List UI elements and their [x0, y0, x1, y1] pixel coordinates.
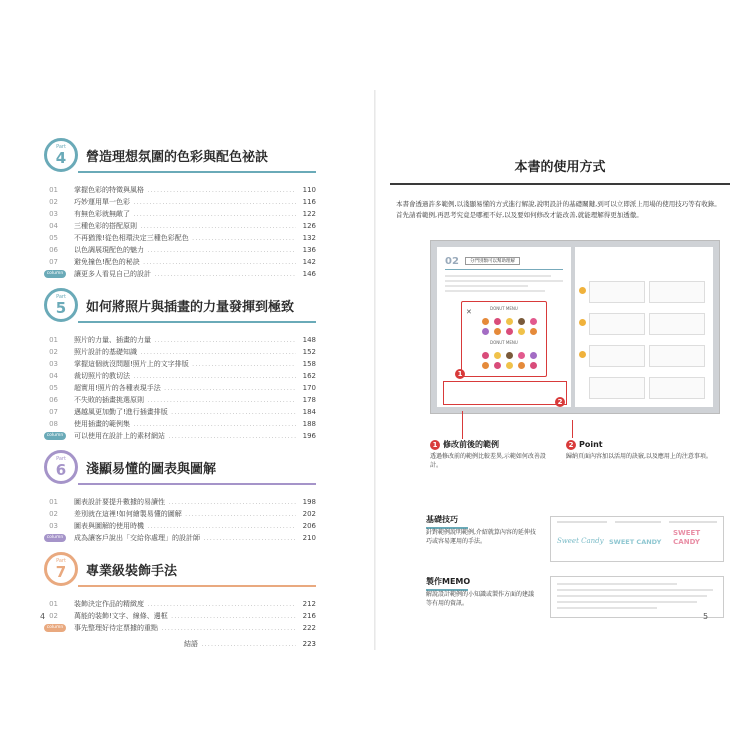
page-number-left: 4 — [40, 612, 46, 621]
toc-entry[interactable] — [44, 196, 316, 208]
entry-title: 使用插畫的範例集 ..... — [74, 418, 296, 430]
connector-line — [558, 420, 573, 438]
toc-part — [44, 288, 316, 442]
donut-dot — [530, 328, 537, 335]
entry-number: 03 — [49, 210, 58, 218]
donut-dot — [530, 318, 537, 325]
entry-page: 116 — [298, 196, 316, 208]
entry-title: 掌握色彩的特徵與風格 ..... — [74, 184, 296, 196]
closing-page: 223 — [298, 638, 316, 650]
entry-number: 04 — [49, 222, 58, 230]
toc-entry[interactable] — [44, 508, 316, 520]
entry-title: 掌握這個就沒問題!照片上的文字排版 ..... — [74, 358, 296, 370]
close-icon: ✕ — [466, 308, 472, 316]
entry-page: 222 — [298, 622, 316, 634]
toc-entry[interactable] — [44, 406, 316, 418]
closing-title: 結語 ..... — [184, 638, 296, 650]
entry-title: 以色調展現配色的魅力 ..... — [74, 244, 296, 256]
toc-closing[interactable] — [44, 638, 316, 650]
entry-title: 裁切照片的教切法 ..... — [74, 370, 296, 382]
entry-number: 02 — [49, 510, 58, 518]
toc-entry[interactable] — [44, 382, 316, 394]
part-badge: Part 5 — [44, 288, 78, 322]
entry-page: 142 — [298, 256, 316, 268]
entry-number: 01 — [49, 186, 58, 194]
toc-entry[interactable] — [44, 256, 316, 268]
candy-stacked-text: SWEET CANDY — [673, 529, 701, 546]
toc-entry[interactable] — [44, 622, 316, 634]
entry-title: 照片的力量、插畫的力量 ..... — [74, 334, 296, 346]
entry-page: 148 — [298, 334, 316, 346]
page-number-right: 5 — [703, 612, 709, 621]
entry-page: 212 — [298, 598, 316, 610]
part-rule — [78, 171, 316, 173]
part-header — [44, 288, 316, 334]
entry-title: 邁越風更加勤了!進行插畫排版 ..... — [74, 406, 296, 418]
donut-dot — [494, 328, 501, 335]
part-badge: Part 4 — [44, 138, 78, 172]
entry-title: 照片設計的基礎知識 ..... — [74, 346, 296, 358]
entry-page: 202 — [298, 508, 316, 520]
page-title: 本書的使用方式 — [514, 160, 606, 175]
donut-dot — [518, 352, 525, 359]
entry-title: 事先整理好待定票據的重點 ..... — [74, 622, 296, 634]
part-badge: Part 6 — [44, 450, 78, 484]
entry-page: 196 — [298, 430, 316, 442]
toc-entry[interactable] — [44, 358, 316, 370]
entry-number: 07 — [49, 258, 58, 266]
entry-title: 成為讓客戶說出「交給你處理」的設計師 ..... — [74, 532, 296, 544]
sample-left-page — [437, 247, 571, 407]
toc-entry[interactable] — [44, 232, 316, 244]
donut-dot — [518, 362, 525, 369]
donut-dot — [482, 318, 489, 325]
entry-title: 装飾決定作品的精緻度 ..... — [74, 598, 296, 610]
donut-dot — [518, 328, 525, 335]
section-memo-text: 解說設計範例的小知識或製作方面的建議等有用的資訊。 — [426, 591, 535, 607]
entry-number: 03 — [49, 360, 58, 368]
donut-dot — [482, 362, 489, 369]
donut-dot — [506, 362, 513, 369]
section-basic-tips: 基礎技巧 — [426, 514, 468, 529]
entry-number: 04 — [49, 372, 58, 380]
part-title: 淺顯易懂的圖表與圖解 — [86, 462, 217, 477]
part-title: 營造理想氛圍的色彩與配色祕訣 — [86, 150, 269, 165]
entry-number: 01 — [49, 336, 58, 344]
entry-page: 158 — [298, 358, 316, 370]
part-header — [44, 450, 316, 496]
part-header — [44, 138, 316, 184]
toc-part — [44, 138, 316, 280]
donut-dot — [494, 362, 501, 369]
toc-entry[interactable] — [44, 370, 316, 382]
donut-dot — [518, 318, 525, 325]
toc-entry[interactable] — [44, 418, 316, 430]
toc-entry[interactable] — [44, 334, 316, 346]
book-gutter — [374, 90, 376, 650]
sample-donut-menu — [461, 301, 547, 377]
sample-text-lines — [445, 275, 563, 295]
toc-entry[interactable] — [44, 610, 316, 622]
donut-menu-label: DONUT MENU — [490, 306, 518, 311]
candy-caps-text: SWEET CANDY — [609, 538, 662, 546]
entry-page: 206 — [298, 520, 316, 532]
column-tag: column — [44, 432, 66, 440]
entry-title: 圖表與圖解的使用時機 ..... — [74, 520, 296, 532]
title-rule — [390, 183, 730, 185]
sample-section-header — [445, 255, 563, 270]
entry-page: 178 — [298, 394, 316, 406]
entry-page: 110 — [298, 184, 316, 196]
section-memo: 製作MEMO — [426, 576, 470, 591]
entry-page: 132 — [298, 232, 316, 244]
candy-typography-sample — [550, 516, 724, 562]
entry-title: 萬能的装飾!文字、線條、邊框 ..... — [74, 610, 296, 622]
entry-page: 210 — [298, 532, 316, 544]
entry-page: 146 — [298, 268, 316, 280]
donut-dot — [482, 352, 489, 359]
callout-before-after: 1 修改前後的範例 透過修改前的範例比較差異,示範如何改善設計。 — [430, 440, 546, 469]
donut-dot — [506, 318, 513, 325]
donut-dot — [494, 352, 501, 359]
entry-number: 05 — [49, 234, 58, 242]
section-basic-tips-text: 針對範例說明範例,介紹就算內容的延伸技巧或容易運用的手法。 — [426, 529, 536, 545]
entry-title: 巧妙運用單一色彩 ..... — [74, 196, 296, 208]
toc-entry[interactable] — [44, 184, 316, 196]
entry-title: 不失敗的插畫挑選原則 ..... — [74, 394, 296, 406]
callout-point: 2 Point 歸納頁面內容加以活用的訣竅,以及應用上的注意事項。 — [566, 440, 712, 460]
entry-number: 06 — [49, 246, 58, 254]
entry-page: 122 — [298, 208, 316, 220]
part-title: 專業級裝飾手法 — [86, 564, 178, 579]
sample-section-number: 02 — [445, 256, 459, 267]
toc-entry[interactable] — [44, 520, 316, 532]
entry-page: 170 — [298, 382, 316, 394]
sample-section-title: 分門別類可以幫助理解 — [465, 257, 520, 265]
intro-paragraph: 本書會透過許多範例,以淺顯易懂的方式進行解說,說明設計的基礎關鍵,到可以立即派上用場的使用技巧等有收錄。首先請看範例,再思考究竟是哪裡不好,以及要如何修改才能改善,就能理解得更加透徹。 — [396, 200, 721, 219]
entry-number: 01 — [49, 600, 58, 608]
entry-page: 152 — [298, 346, 316, 358]
marker-1: 1 — [455, 369, 465, 379]
part-rule — [78, 321, 316, 323]
entry-number: 02 — [49, 612, 58, 620]
entry-number: 02 — [49, 348, 58, 356]
entry-title: 圖表設計要提升數據的易讀性 ..... — [74, 496, 296, 508]
toc-entry[interactable] — [44, 346, 316, 358]
part-header — [44, 552, 316, 598]
donut-dot — [494, 318, 501, 325]
sample-spread-illustration — [430, 240, 720, 414]
column-tag: column — [44, 624, 66, 632]
entry-number: 05 — [49, 384, 58, 392]
donut-dot — [506, 328, 513, 335]
memo-sample — [550, 576, 724, 618]
donut-dot — [530, 362, 537, 369]
part-badge: Part 7 — [44, 552, 78, 586]
column-tag: column — [44, 534, 66, 542]
marker-2: 2 — [555, 397, 565, 407]
toc-entry[interactable] — [44, 268, 316, 280]
entry-page: 188 — [298, 418, 316, 430]
entry-page: 216 — [298, 610, 316, 622]
donut-dot — [530, 352, 537, 359]
entry-page: 126 — [298, 220, 316, 232]
donut-menu-label: DONUT MENU — [490, 340, 518, 345]
entry-page: 184 — [298, 406, 316, 418]
donut-dot — [482, 328, 489, 335]
entry-title: 三種色彩的搭配原則 ..... — [74, 220, 296, 232]
part-rule — [78, 483, 316, 485]
toc-entry[interactable] — [44, 598, 316, 610]
toc-part — [44, 450, 316, 544]
toc-entry[interactable] — [44, 220, 316, 232]
column-tag: column — [44, 270, 66, 278]
sample-right-page — [575, 247, 713, 407]
entry-title: 不再猶豫!從色相環決定三種色彩配色 ..... — [74, 232, 296, 244]
donut-dot — [506, 352, 513, 359]
entry-number: 02 — [49, 198, 58, 206]
toc-entry[interactable] — [44, 244, 316, 256]
entry-page: 162 — [298, 370, 316, 382]
part-title: 如何將照片與插畫的力量發揮到極致 — [86, 300, 295, 315]
entry-title: 差別就在這裡!如何繪製易懂的圖解 ..... — [74, 508, 296, 520]
table-of-contents — [44, 138, 316, 650]
entry-number: 06 — [49, 396, 58, 404]
entry-number: 08 — [49, 420, 58, 428]
entry-title: 超實用!照片的各種表現手法 ..... — [74, 382, 296, 394]
entry-title: 避免撞色!配色的秘訣 ..... — [74, 256, 296, 268]
point-box — [443, 381, 567, 405]
toc-entry[interactable] — [44, 430, 316, 442]
how-to-use-page — [390, 130, 730, 607]
entry-title: 讓更多人看見自己的設計 ..... — [74, 268, 296, 280]
connector-line — [462, 411, 463, 439]
entry-page: 198 — [298, 496, 316, 508]
part-rule — [78, 585, 316, 587]
entry-number: 03 — [49, 522, 58, 530]
entry-page: 136 — [298, 244, 316, 256]
entry-number: 01 — [49, 498, 58, 506]
entry-title: 有無色彩就無敵了 ..... — [74, 208, 296, 220]
toc-entry[interactable] — [44, 496, 316, 508]
candy-script-text: Sweet Candy — [557, 537, 604, 545]
toc-part — [44, 552, 316, 634]
entry-title: 可以使用在設計上的素材網站 ..... — [74, 430, 296, 442]
entry-number: 07 — [49, 408, 58, 416]
toc-entry[interactable] — [44, 208, 316, 220]
toc-entry[interactable] — [44, 394, 316, 406]
toc-entry[interactable] — [44, 532, 316, 544]
